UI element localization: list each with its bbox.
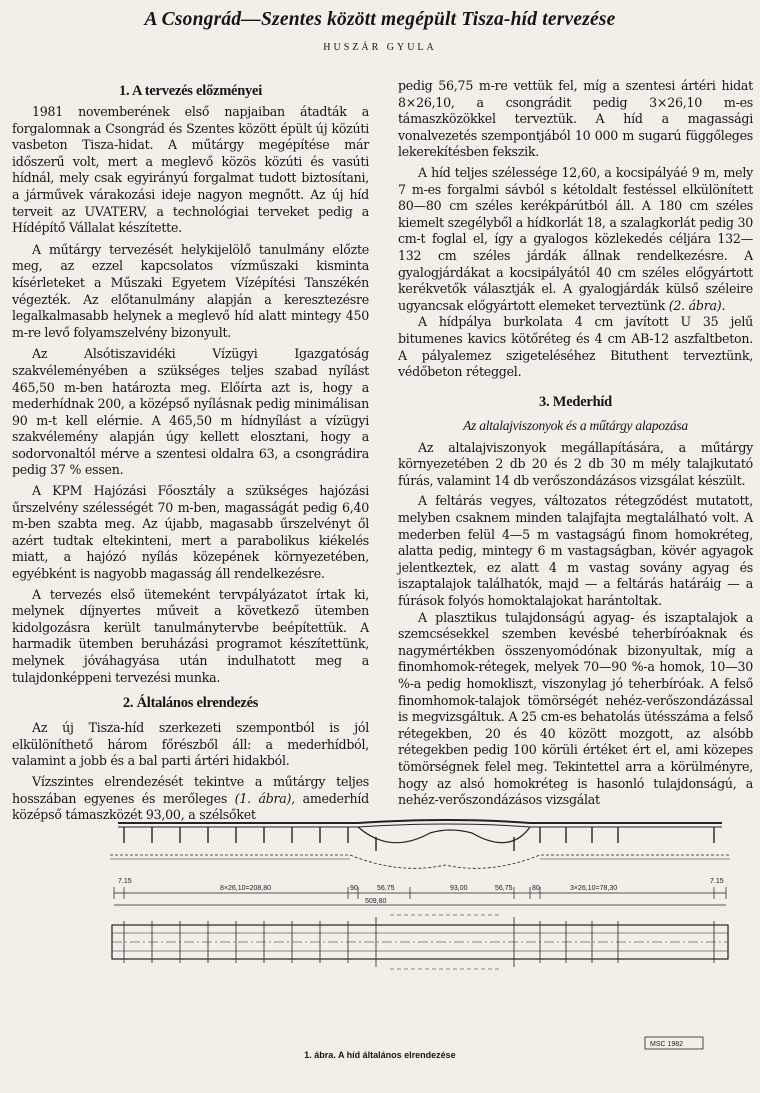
paragraph-text: .: [721, 297, 726, 313]
dim-label: 56,75: [377, 885, 395, 892]
paragraph: A plasztikus tulajdonságú agyag- és iszaptalajok a szemcsésekkel szemben kevésbé teherbíróaknak és nagymértékben összenyomódónak bizonyultak, míg a finomhomok-rétegek, melyek 70—90 %-a homok, 10—30 %-a pedig homokliszt, viszonylag jó teherbíróak. A felső finomhomok-talajok tömörségét nehéz-verőszondázással is megvizsgáltuk. A 25 cm-es behatolás ütésszáma a felső rétegekben, 20 és 40 között mozgott, az alsóbb rétegekben pedig 100 körüli értéket ért el, ami közepes tömörségnek felel meg. Tekintettel arra a körülményre, hogy az alsó homokréteg is hasonló tulajdonságú, a nehéz-verőszondázásos vizsgálat: [398, 609, 753, 808]
dim-label: 7.15: [710, 878, 724, 885]
section-2-heading: 2. Általános elrendezés: [122, 695, 259, 712]
dim-label: 80: [532, 885, 540, 892]
figure-reference: (1. ábra): [234, 790, 292, 806]
paragraph: Az Alsótiszavidéki Vízügyi Igazgatóság szakvéleményében a szükséges teljes szabad nyílást 465,50 m-ben határozta meg. Előírta azt is, hogy a mederhídnak 200, a középső nyílásnak pedig minimálisan 90 m-t kell elérnie. A 465,50 m hídnyílást a vízügyi szakvélemény alapján úgy kellett elosztani, hogy a sodorvonaltól mérve a szentesi oldalra 63, a csongrádira pedig 37 % essen.: [12, 346, 369, 478]
dim-label: 8×26,10=208,80: [220, 885, 271, 892]
dim-total-label: 509,80: [365, 898, 387, 905]
section-3-heading: 3. Mederhíd: [539, 393, 612, 410]
paragraph: Az altalajviszonyok megállapítására, a műtárgy környezetében 2 db 20 és 2 db 30 m mély talajkutató fúrás, valamint 14 db verőszondázásos vizsgálat készült.: [398, 439, 753, 488]
paragraph: 1981 novemberének első napjaiban átadták a forgalomnak a Csongrád és Szentes között épült új közúti vasbeton Tisza-hidat. A műtárgy megépítése már időszerű volt, mert a meglevő közös közúti és vasúti hídnál, mely csak egyirányú forgalmat tudott biztosítani, a járművek várakozási ideje nagyon megnőtt. Az új híd terveit az UVATERV, a technológiai terveket pedig a Hídépítő Vállalat készítette.: [12, 104, 369, 236]
paragraph: A feltárás vegyes, változatos rétegződést mutatott, melyben csaknem minden talajfajta megtalálható volt. A mederben felül 4—5 m vastagságú finom homokréteg, alatta pedig, mintegy 6 m vastagságban, kövér agyagok jelentkeztek, ez alatt 4 m vastag sovány agyag és iszaptalajok találhatók, majd — a feltárás határáig — a fúrások folyós homoktalajokat harántoltak.: [398, 493, 753, 609]
figure-caption: 1. ábra. A híd általános elrendezése: [304, 1050, 456, 1060]
stamp-text: MSC 1982: [650, 1041, 684, 1048]
dim-label: 7.15: [118, 878, 132, 885]
paragraph-text: A híd teljes szélessége 12,60, a kocsipályáé 9 m, mely 7 m-es forgalmi sávból s kétoldalt festéssel elkülönített 80—80 cm széles kerékpárútból áll. A 180 cm széles kiemelt szegélyből a hídkorlát 18, a szalagkorlát pedig 30 cm-t foglal el, így a gyalogos közlekedés céljára 132—132 cm széles járdák állnak rendelkezésre. A gyalogjárdákat a kocsipályától 40 cm széles előgyártott kerékvetők választják el. A gyalogjárdák külső széleire ugyancsak előgyártott elemeket terveztünk: [398, 164, 753, 313]
paragraph: A műtárgy tervezését helykijelölő tanulmány előzte meg, az ezzel kapcsolatos vízműszaki kisminta kísérleteket a Műszaki Egyetem Vízépítési Tanszékén végezték. Az előtanulmány alapján a keresztezésre legalkalmasabb helynek a meglevő híd alatt mintegy 450 m-re levő folyamszelvény bizonyult.: [12, 241, 369, 340]
bridge-layout-figure: [100, 815, 745, 1055]
right-column: [398, 78, 753, 809]
left-column: [12, 62, 369, 824]
dim-label: 56,75: [495, 885, 513, 892]
subsection-heading: Az altalajviszonyok és a műtárgy alapozása: [463, 417, 688, 433]
paragraph-text: Vízszintes elrendezését tekintve a műtárgy teljes hosszában egyenes és merőleges: [12, 773, 369, 806]
article-author: HUSZÁR GYULA: [323, 42, 437, 53]
dimension-line: [114, 887, 726, 905]
bridge-plan: [112, 915, 728, 969]
dim-label: 90: [350, 885, 358, 892]
paragraph: A hídpálya burkolata 4 cm javított U 35 jelű bitumenes kavics kötőréteg és 4 cm AB-12 aszfaltbeton. A pályalemez szigeteléséhez Bituthent terveztünk, védőbeton réteggel.: [398, 314, 753, 380]
section-1-heading: 1. A tervezés előzményei: [119, 83, 262, 99]
paragraph: [398, 165, 753, 314]
paragraph: pedig 56,75 m-re vettük fel, míg a szentesi ártéri hidat 8×26,10, a csongrádit pedig 3×26,10 m-es támaszközökkel terveztük. A híd a magassági vonalvezetés szempontjából 10 000 m sugarú függőleges lekerekítésben fekszik.: [398, 78, 753, 160]
paragraph: A tervezés első ütemeként tervpályázatot írtak ki, melynek díjnyertes műveit a következő ütemben kidolgozásra került tanulmánytervbe beépítettük. A harmadik ütemben beruházási programot készítettünk, melynek jóváhagyása után indulhatott meg a tulajdonképpeni tervezési munka.: [12, 586, 369, 685]
paragraph: A KPM Hajózási Főosztály a szükséges hajózási űrszelvény szélességét 70 m-ben, magasságát pedig 6,40 m-ben szabta meg. Az újabb, magasabb űrszelvényt ől azért tudtak eltekinteni, mert a parabolikus kiékelés miatt, a hajózó nyílás közepének környezetében, egyébként is nagyobb magasság áll rendelkezésre.: [12, 483, 369, 582]
paragraph-text: , amederhíd középső támaszközét 93,00, a szélsőket: [12, 790, 369, 823]
figure-reference: (2. ábra): [668, 297, 722, 313]
bridge-elevation: [110, 820, 730, 868]
paragraph: Az új Tisza-híd szerkezeti szempontból is jól elkülöníthető három főrészből áll: a mederhídból, valamint a jobb és a bal parti ártéri hidakból.: [12, 720, 369, 769]
dim-label: 93,00: [450, 885, 468, 892]
article-title: A Csongrád—Szentes között megépült Tisza-híd tervezése: [144, 9, 616, 30]
dim-label: 3×26,10=78,30: [570, 885, 618, 892]
